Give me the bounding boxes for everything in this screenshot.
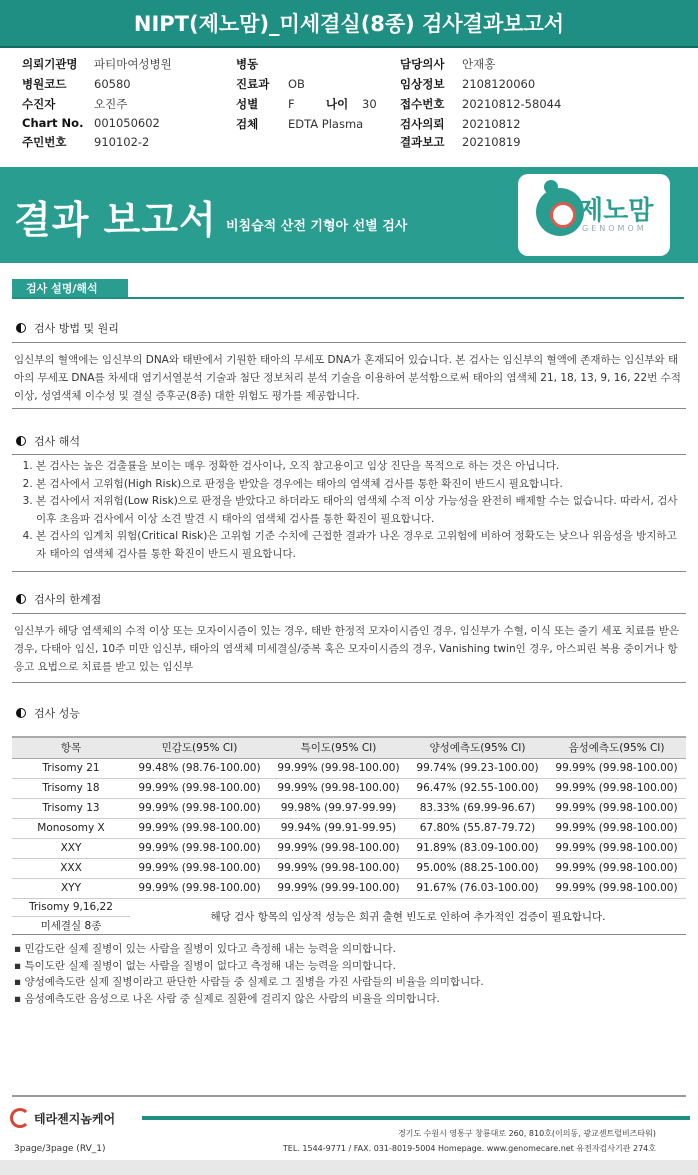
table-cell: 99.99% (99.98-100.00) (269, 838, 408, 858)
table-row (12, 878, 686, 898)
request-label: 검사의뢰 (400, 117, 445, 131)
rrn-row (22, 134, 149, 150)
note-text: 음성예측도란 음성으로 나온 사람 중 실제로 질환에 걸리지 않은 사람의 비율을 의미합니다. (24, 992, 440, 1005)
interp-list (22, 458, 682, 563)
rrn-value: 910102-2 (94, 135, 150, 149)
doctor-value: 안재홍 (462, 57, 496, 71)
banner-title: 결과 보고서 (14, 198, 217, 242)
page-number: 3page/3page (RV_1) (14, 1144, 106, 1154)
department-label: 진료과 (236, 77, 270, 91)
note-item: ▪ 음성예측도란 음성으로 나온 사람 중 실제로 질환에 걸리지 않은 사람의 비율을 의미합니다. (14, 992, 440, 1005)
specimen-label: 검체 (236, 117, 259, 131)
request-row (400, 116, 521, 132)
note-item: ▪ 민감도란 실제 질병이 있는 사람을 질병이 있다고 측정해 내는 능력을 의미합니다. (14, 943, 396, 955)
specimen-row (236, 116, 363, 132)
note-text: 양성예측도란 실제 질병이라고 판단한 사람들 중 실제로 그 질병을 가진 사람들의 비율을 의미합니다. (24, 976, 484, 988)
table-cell: 91.89% (83.09-100.00) (408, 838, 547, 858)
company-logo-icon (10, 1108, 30, 1128)
report-title: NIPT(제노맘)_미세결실(8종) 검사결과보고서 (0, 0, 698, 48)
method-text: 임신부의 혈액에는 임신부의 DNA와 태반에서 기원한 태아의 무세포 DNA가 혼재되어 있습니다. 본 검사는 임신부의 혈액에 존재하는 임신부와 태아의 무세포 DNA를 차세대 염기서열분석 기술과 첨단 정보처리 분석 기술을 이용하여 분석함으로써 태아의 염색체 21, 18, 13, 9, 16, 22번 수적 이상, 성염색체 이수성 및 결실 증후군(8종) 대한 위험도 평가를 제공합니다. (14, 354, 681, 402)
banner-subtitle: 비침습적 산전 기형아 선별 검사 (226, 219, 408, 234)
half-circle-icon (16, 708, 26, 718)
chart-label: Chart No. (22, 116, 84, 130)
half-circle-icon (16, 323, 26, 333)
table-row (12, 898, 686, 916)
method-heading (16, 320, 119, 336)
column-header: 항목 (12, 737, 130, 758)
age-row (326, 96, 377, 112)
table-cell: 99.99% (99.98-100.00) (269, 758, 408, 778)
table-cell: 99.99% (99.98-100.00) (269, 858, 408, 878)
limit-title: 검사의 한계점 (34, 593, 102, 606)
table-cell: 99.99% (99.98-100.00) (130, 838, 269, 858)
interp-title: 검사 해석 (34, 435, 81, 448)
chart-value: 001050602 (94, 116, 160, 130)
table-cell: 99.99% (99.98-100.00) (130, 858, 269, 878)
hospital-code-label: 병원코드 (22, 77, 67, 91)
table-cell: 83.33% (69.99-96.67) (408, 798, 547, 818)
tab-explanation: 검사 설명/해석 (12, 279, 128, 299)
table-cell: 67.80% (55.87-79.72) (408, 818, 547, 838)
specimen-value: EDTA Plasma (288, 117, 364, 131)
table-cell: 99.99% (99.99-100.00) (269, 878, 408, 898)
sex-value: F (288, 97, 295, 111)
receipt-row (400, 96, 561, 112)
table-cell: Trisomy 18 (12, 778, 130, 798)
table-cell: 99.74% (99.23-100.00) (408, 758, 547, 778)
performance-table (12, 736, 686, 935)
table-cell: 99.99% (99.98-100.00) (130, 818, 269, 838)
column-header: 음성예측도(95% CI) (547, 737, 686, 758)
tab-underline (12, 297, 684, 299)
table-row (12, 758, 686, 778)
table-cell: 91.67% (76.03-100.00) (408, 878, 547, 898)
table-cell: 99.99% (99.98-100.00) (130, 778, 269, 798)
table-cell: Trisomy 21 (12, 758, 130, 778)
clinical-row (400, 76, 535, 92)
divider (12, 342, 686, 343)
definition-notes (14, 941, 484, 1007)
method-title: 검사 방법 및 원리 (34, 322, 119, 335)
clinical-value: 2108120060 (462, 77, 536, 91)
divider (12, 408, 686, 409)
report-date-label: 결과보고 (400, 135, 445, 149)
limit-text: 임신부가 해당 염색체의 수적 이상 또는 모자이시즘이 있는 경우, 태반 한정적 모자이시즘인 경우, 임신부가 수혈, 이식 또는 줄기 세포 치료를 받은 경우, 다태아 임신, 10주 미만 임신부, 태아의 염색체 미세결실/중복 혹은 모자이시즘의 경우, Vanishing twin인 경우, 아스피린 복용 중이거나 항 응고 요법으로 치료를 받고 있는 임신부 (14, 625, 680, 673)
note-item: ▪ 특이도란 실제 질병이 없는 사람을 질병이 없다고 측정해 내는 능력을 의미합니다. (14, 959, 396, 972)
table-cell: 99.99% (99.98-100.00) (547, 818, 686, 838)
table-cell: 99.99% (99.98-100.00) (130, 798, 269, 818)
company-contact: TEL. 1544-9771 / FAX. 031-8019-5004 Homepage. www.genomecare.net 유전자검사기관 274호 (282, 1144, 656, 1153)
department-row (236, 76, 305, 92)
list-item: 1. 본 검사는 높은 검출률을 보이는 매우 정확한 검사이나, 오직 참고용이고 임상 진단을 목적으로 하는 것은 아닙니다. (36, 458, 682, 476)
table-cell: 99.99% (99.98-100.00) (130, 878, 269, 898)
table-cell: 99.99% (99.98-100.00) (547, 778, 686, 798)
divider (12, 454, 686, 455)
report-date-row (400, 134, 521, 150)
perf-title: 검사 성능 (34, 707, 81, 720)
note-item: ▪ 양성예측도란 실제 질병이라고 판단한 사람들 중 실제로 그 질병을 가진 사람들의 비율을 의미합니다. (14, 976, 484, 988)
company-brand (10, 1108, 115, 1128)
table-cell: 99.98% (99.97-99.99) (269, 798, 408, 818)
list-item: 2. 본 검사에서 고위험(High Risk)으로 판정을 받았을 경우에는 태아의 염색체 검사를 통한 확진이 반드시 필요합니다. (36, 476, 682, 494)
divider (12, 571, 686, 572)
chart-row (22, 116, 160, 130)
hospital-label: 의뢰기관명 (22, 57, 78, 71)
logo-text: 제노맘 (578, 196, 654, 226)
divider (12, 613, 686, 614)
ward-row (236, 56, 288, 72)
logo-mother-icon (536, 188, 584, 236)
hospital-row (22, 56, 172, 72)
table-cell: 미세결실 8종 (12, 916, 130, 934)
table-cell: 96.47% (92.55-100.00) (408, 778, 547, 798)
table-row (12, 778, 686, 798)
company-address: 경기도 수원시 영통구 창룡대로 260, 810호(이의동, 광교센트럴비즈타워) (397, 1129, 656, 1138)
table-row (12, 818, 686, 838)
ward-label: 병동 (236, 57, 259, 71)
note-text: 특이도란 실제 질병이 없는 사람을 질병이 없다고 측정해 내는 능력을 의미합니다. (24, 959, 396, 972)
table-cell: XXX (12, 858, 130, 878)
column-header: 특이도(95% CI) (269, 737, 408, 758)
receiver-row (22, 96, 127, 112)
sex-row (236, 96, 295, 112)
doctor-label: 담당의사 (400, 57, 445, 71)
hospital-code-value: 60580 (94, 77, 131, 91)
column-header: 양성예측도(95% CI) (408, 737, 547, 758)
interp-heading (16, 433, 80, 449)
table-cell: 99.94% (99.91-99.95) (269, 818, 408, 838)
half-circle-icon (16, 436, 26, 446)
report-date-value: 20210819 (462, 135, 521, 149)
rrn-label: 주민번호 (22, 135, 67, 149)
table-row (12, 858, 686, 878)
column-header: 민감도(95% CI) (130, 737, 269, 758)
table-cell: 99.99% (99.98-100.00) (547, 798, 686, 818)
bottom-bar (0, 1160, 698, 1175)
list-item: 3. 본 검사에서 저위험(Low Risk)으로 판정을 받았다고 하더라도 태아의 염색체 수적 이상 가능성을 완전히 배제할 수는 없습니다. 따라서, 검사 이후 초음파 검사에서 이상 소견 발견 시 태아의 염색체 검사를 통한 확진이 필요합니다. (36, 493, 682, 528)
table-cell: Monosomy X (12, 818, 130, 838)
genomom-logo (518, 174, 670, 256)
perf-heading (16, 705, 80, 721)
table-cell: 99.99% (99.98-100.00) (547, 858, 686, 878)
table-cell: XXY (12, 838, 130, 858)
limit-heading (16, 591, 101, 607)
divider (12, 1095, 686, 1097)
table-cell: 99.48% (98.76-100.00) (130, 758, 269, 778)
age-label: 나이 (326, 97, 349, 111)
table-note-cell: 해당 검사 항목의 임상적 성능은 희귀 출현 빈도로 인하여 추가적인 검증이 필요합니다. (130, 898, 686, 934)
table-cell: 95.00% (88.25-100.00) (408, 858, 547, 878)
table-header-row (12, 737, 686, 758)
table-cell: 99.99% (99.98-100.00) (547, 878, 686, 898)
table-cell: 99.99% (99.98-100.00) (547, 758, 686, 778)
clinical-label: 임상정보 (400, 77, 445, 91)
sex-label: 성별 (236, 97, 259, 111)
table-cell: 99.99% (99.98-100.00) (269, 778, 408, 798)
age-value: 30 (362, 97, 377, 111)
logo-subtext: GENOMOM (582, 224, 647, 233)
request-value: 20210812 (462, 117, 521, 131)
hospital-value: 파티마여성병원 (94, 57, 172, 71)
note-text: 민감도란 실제 질병이 있는 사람을 질병이 있다고 측정해 내는 능력을 의미합니다. (24, 943, 396, 955)
table-row (12, 838, 686, 858)
receipt-label: 접수번호 (400, 97, 445, 111)
hospital-code-row (22, 76, 131, 92)
receiver-value: 오진주 (94, 97, 128, 111)
list-item: 4. 본 검사의 임계치 위험(Critical Risk)은 고위험 기준 수치에 근접한 결과가 나온 경우로 고위험에 비하여 정확도는 낮으나 위음성을 방지하고자 태아의 염색체 검사를 통한 확진이 반드시 필요합니다. (36, 528, 682, 563)
receipt-value: 20210812-58044 (462, 97, 562, 111)
table-row (12, 798, 686, 818)
brand-accent-line (142, 1116, 690, 1120)
doctor-row (400, 56, 495, 72)
divider (12, 682, 686, 683)
table-cell: XYY (12, 878, 130, 898)
receiver-label: 수진자 (22, 97, 56, 111)
table-cell: Trisomy 9,16,22 (12, 898, 130, 916)
table-cell: 99.99% (99.98-100.00) (547, 838, 686, 858)
department-value: OB (288, 77, 305, 91)
table-cell: Trisomy 13 (12, 798, 130, 818)
half-circle-icon (16, 594, 26, 604)
company-name: 테라젠지놈케어 (34, 1111, 116, 1126)
